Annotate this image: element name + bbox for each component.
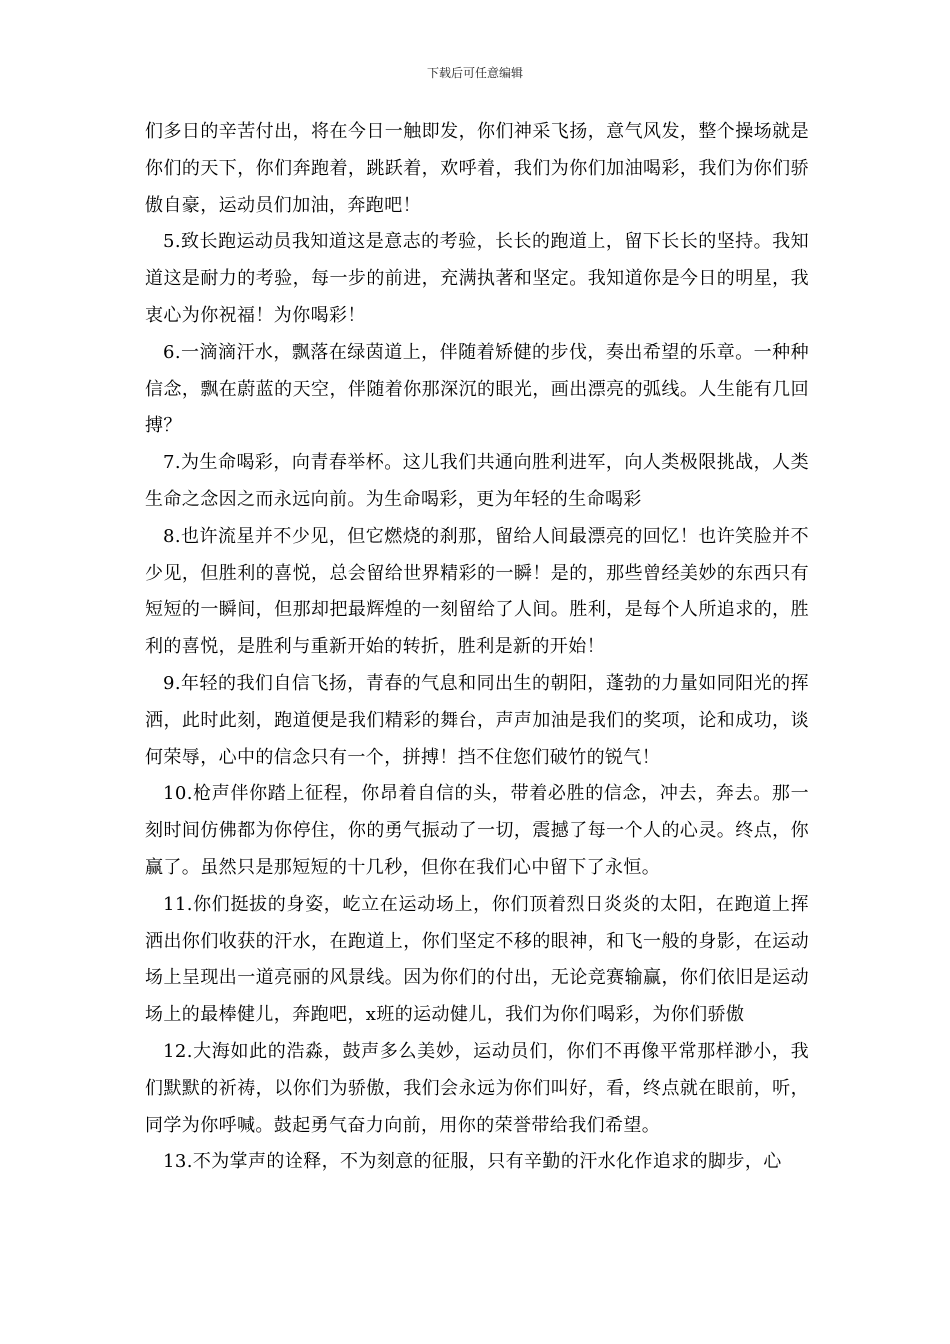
paragraph-item-9: 9.年轻的我们自信飞扬，青春的气息和同出生的朝阳，蓬勃的力量如同阳光的挥洒，此时此刻，跑道便是我们精彩的舞台，声声加油是我们的奖项，论和成功，谈何荣辱，心中的信念只有一个，拼搏！挡不住您们破竹的锐气！ <box>145 672 809 768</box>
paragraph-item-5: 5.致长跑运动员我知道这是意志的考验，长长的跑道上，留下长长的坚持。我知道这是耐力的考验，每一步的前进，充满执著和坚定。我知道你是今日的明星，我衷心为你祝福！为你喝彩！ <box>145 231 809 326</box>
paragraph-item-7: 7.为生命喝彩，向青春举杯。这儿我们共通向胜利进军，向人类极限挑战，人类生命之念因之而永远向前。为生命喝彩，更为年轻的生命喝彩 <box>145 452 809 510</box>
paragraph-continued: 们多日的辛苦付出，将在今日一触即发，你们神采飞扬，意气风发，整个操场就是你们的天下，你们奔跑着，跳跃着，欢呼着，我们为你们加油喝彩，我们为你们骄傲自豪，运动员们加油，奔跑吧！ <box>145 121 809 216</box>
paragraph-item-6: 6.一滴滴汗水，飘落在绿茵道上，伴随着矫健的步伐，奏出希望的乐章。一种种信念，飘在蔚蓝的天空，伴随着你那深沉的眼光，画出漂亮的弧线。人生能有几回搏？ <box>145 341 809 437</box>
page-header: 下载后可任意编辑 <box>426 66 523 80</box>
paragraph-item-12: 12.大海如此的浩淼，鼓声多么美妙，运动员们，你们不再像平常那样渺小，我们默默的祈祷，以你们为骄傲，我们会永远为你们叫好，看，终点就在眼前，听，同学为你呼喊。鼓起勇气奋力向前，用你的荣誉带给我们希望。 <box>145 1040 809 1136</box>
paragraph-item-11: 11.你们挺拔的身姿，屹立在运动场上，你们顶着烈日炎炎的太阳，在跑道上挥洒出你们收获的汗水，在跑道上，你们坚定不移的眼神，和飞一般的身影，在运动场上呈现出一道亮丽的风景线。因为你们的付出，无论竞赛输赢，你们依旧是运动场上的最棒健儿，奔跑吧，x班的运动健儿，我们为你们喝彩，为你们骄傲 <box>145 893 809 1026</box>
paragraph-item-13: 13.不为掌声的诠释，不为刻意的征服，只有辛勤的汗水化作追求的脚步，心 <box>163 1151 782 1173</box>
paragraph-item-8: 8.也许流星并不少见，但它燃烧的刹那，留给人间最漂亮的回忆！也许笑脸并不少见，但胜利的喜悦，总会留给世界精彩的一瞬！是的，那些曾经美妙的东西只有短短的一瞬间，但那却把最辉煌的一刻留给了人间。胜利，是每个人所追求的，胜利的喜悦，是胜利与重新开始的转折，胜利是新的开始！ <box>145 525 809 658</box>
document-body <box>145 114 809 1181</box>
paragraph-item-10: 10.枪声伴你踏上征程，你昂着自信的头，带着必胜的信念，冲去，奔去。那一刻时间仿佛都为你停住，你的勇气振动了一切，震撼了每一个人的心灵。终点，你赢了。虽然只是那短短的十几秒，但你在我们心中留下了永恒。 <box>145 783 809 878</box>
